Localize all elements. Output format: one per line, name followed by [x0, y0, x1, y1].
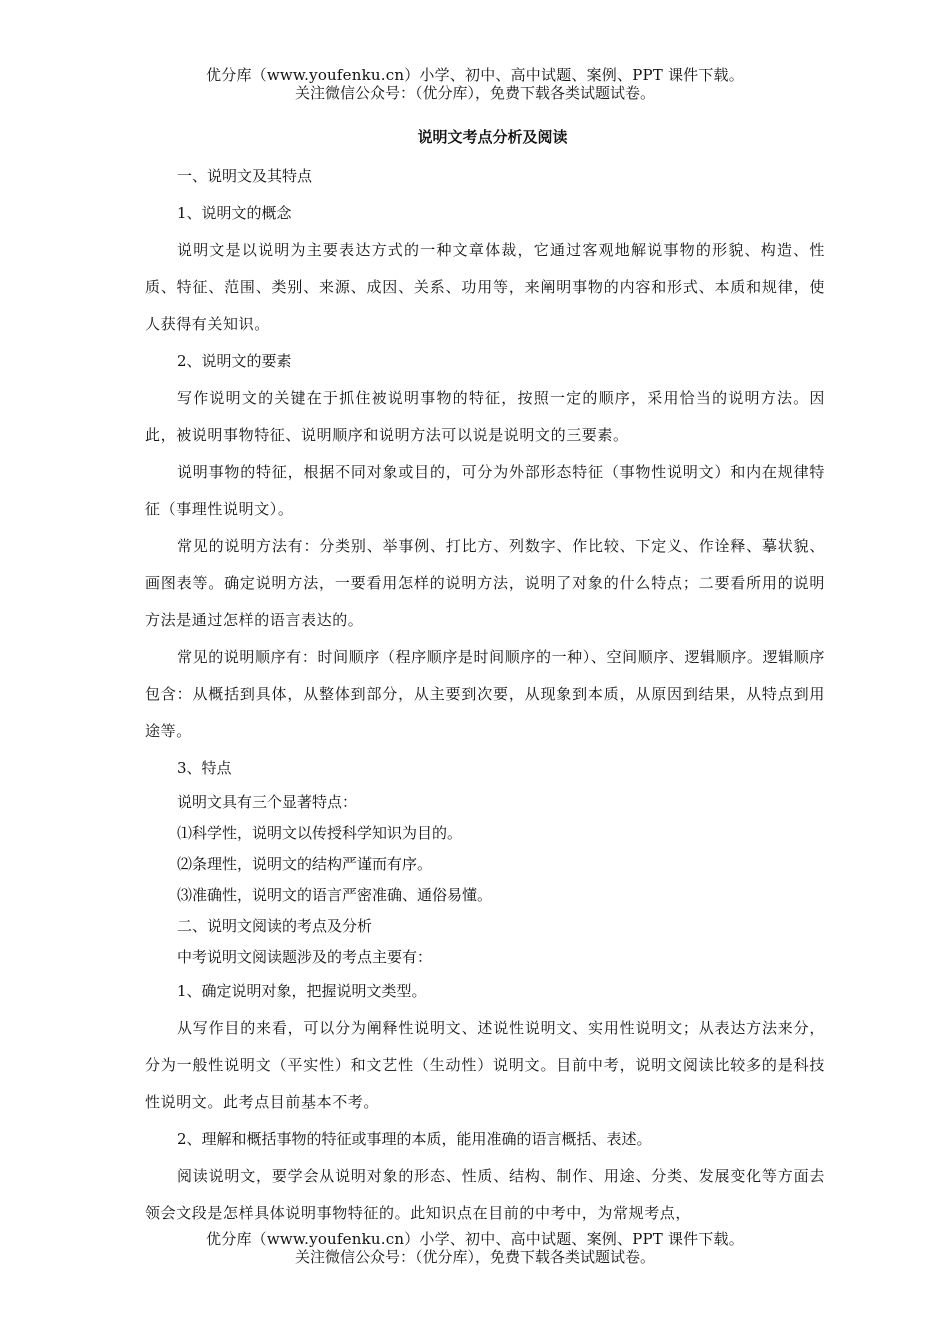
footer-line-1: 优分库（www.youfenku.cn）小学、初中、高中试题、案例、PPT 课件下载。: [206, 1230, 744, 1248]
paragraph-point-1: 从写作目的来看，可以分为阐释性说明文、述说性说明文、实用性说明文；从表达方法来分，分为一般性说明文（平实性）和文艺性（生动性）说明文。目前中考，说明文阅读比较多的是科技性说明文。此考点目前基本不考。: [145, 1019, 825, 1111]
document-body: [145, 158, 825, 1232]
paragraph-features: 说明事物的特征，根据不同对象或目的，可分为外部形态特征（事物性说明文）和内在规律特征（事理性说明文）。: [145, 463, 825, 518]
subheading-characteristics: 3、特点: [177, 759, 232, 777]
paragraph-elements: 写作说明文的关键在于抓住被说明事物的特征，按照一定的顺序，采用恰当的说明方法。因此，被说明事物特征、说明顺序和说明方法可以说是说明文的三要素。: [145, 389, 825, 444]
header-line-1: 优分库（www.youfenku.cn）小学、初中、高中试题、案例、PPT 课件下载。: [206, 66, 744, 84]
paragraph-exam-points-intro: 中考说明文阅读题涉及的考点主要有：: [177, 948, 433, 966]
header-line-2: 关注微信公众号：（优分库），免费下载各类试题试卷。: [294, 84, 655, 102]
paragraph-characteristics-intro: 说明文具有三个显著特点：: [177, 793, 358, 811]
subheading-elements: 2、说明文的要素: [177, 352, 292, 370]
section-heading-1: 一、说明文及其特点: [177, 167, 313, 185]
list-item-organized: ⑵条理性，说明文的结构严谨而有序。: [177, 855, 433, 873]
paragraph-order: 常见的说明顺序有：时间顺序（程序顺序是时间顺序的一种）、空间顺序、逻辑顺序。逻辑顺序包含：从概括到具体，从整体到部分，从主要到次要，从现象到本质，从原因到结果，从特点到用途等。: [145, 648, 825, 740]
paragraph-point-2: 阅读说明文，要学会从说明对象的形态、性质、结构、制作、用途、分类、发展变化等方面去领会文段是怎样具体说明事物特征的。此知识点在目前的中考中，为常规考点，: [145, 1167, 825, 1222]
document-title: 说明文考点分析及阅读: [417, 128, 568, 146]
paragraph-concept: 说明文是以说明为主要表达方式的一种文章体裁，它通过客观地解说事物的形貌、构造、性质、特征、范围、类别、来源、成因、关系、功用等，来阐明事物的内容和形式、本质和规律，使人获得有关知识。: [145, 241, 825, 333]
paragraph-methods: 常见的说明方法有：分类别、举事例、打比方、列数字、作比较、下定义、作诠释、摹状貌、画图表等。确定说明方法，一要看用怎样的说明方法，说明了对象的什么特点；二要看所用的说明方法是通过怎样的语言表达的。: [145, 537, 825, 629]
page-footer: [0, 1230, 950, 1266]
footer-line-2: 关注微信公众号：（优分库），免费下载各类试题试卷。: [294, 1248, 655, 1266]
page-header: [0, 66, 950, 102]
list-item-scientific: ⑴科学性，说明文以传授科学知识为目的。: [177, 824, 463, 842]
subheading-point-2: 2、理解和概括事物的特征或事理的本质，能用准确的语言概括、表述。: [177, 1130, 652, 1148]
subheading-concept: 1、说明文的概念: [177, 204, 292, 222]
list-item-accurate: ⑶准确性，说明文的语言严密准确、通俗易懂。: [177, 886, 493, 904]
subheading-point-1: 1、确定说明对象，把握说明文类型。: [177, 982, 427, 1000]
section-heading-2: 二、说明文阅读的考点及分析: [177, 917, 373, 935]
